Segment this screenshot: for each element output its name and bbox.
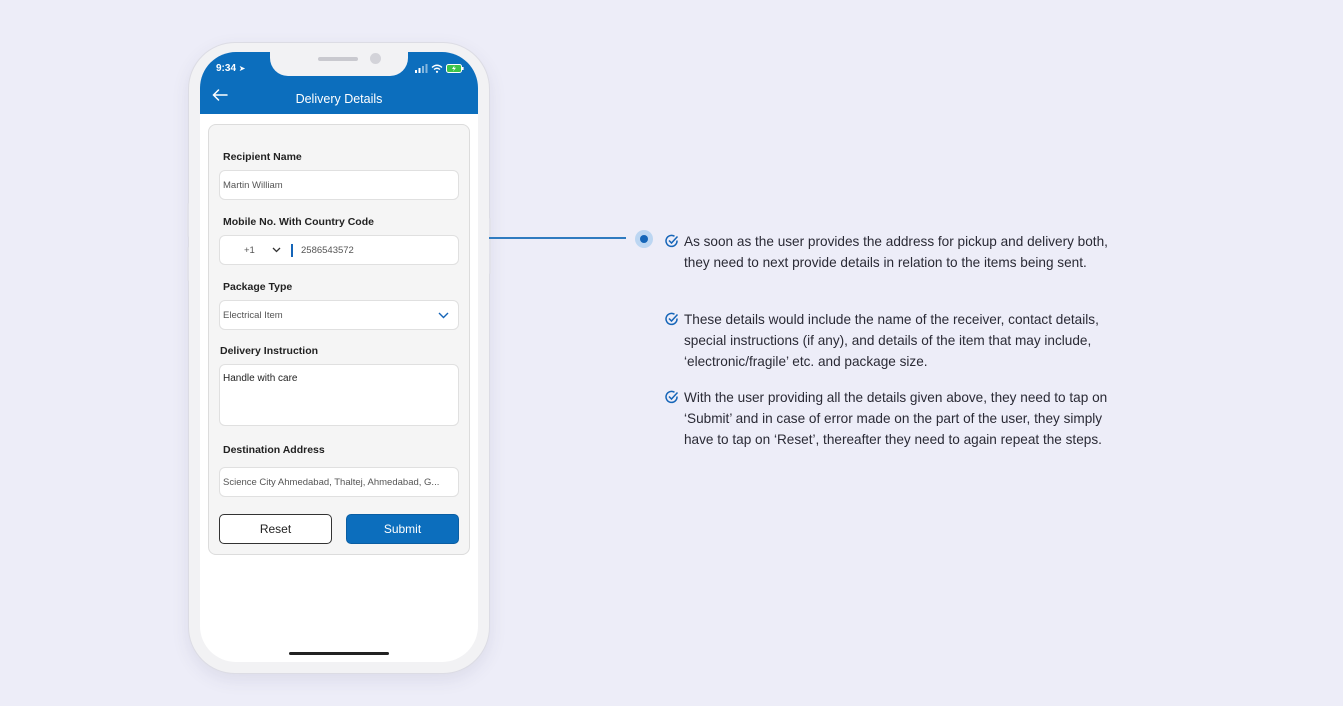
input-divider [291,244,293,257]
package-type-label: Package Type [223,281,293,293]
power-button [489,218,491,274]
recipient-name-value: Martin William [223,180,283,191]
signal-icon [415,64,428,73]
wifi-icon [431,64,443,73]
recipient-name-label: Recipient Name [223,151,302,163]
description-text: With the user providing all the details given above, they need to tap on ‘Submit’ and in case of error made on the part of the user, they simply have to tap on ‘Reset’, thereafter they need to again repeat the steps. [684,390,1108,447]
delivery-instruction-textarea[interactable] [219,364,459,426]
check-circle-icon [665,234,679,248]
status-icons [415,64,464,73]
destination-address-value: Science City Ahmedabad, Thaltej, Ahmedabad, G... [223,477,440,488]
description-text: These details would include the name of the receiver, contact details, special instructions (if any), and details of the item that may include, ‘electronic/fragile’ etc. and package size. [684,312,1099,369]
check-circle-icon [665,312,679,326]
status-time: 9:34 ➤ [216,63,246,74]
recipient-name-input[interactable] [219,170,459,200]
dropdown-chevron-icon [438,312,449,319]
volume-down-button [187,247,189,281]
submit-button[interactable]: Submit [346,514,459,544]
phone-camera [370,53,381,64]
volume-up-button [187,203,189,237]
home-indicator [289,652,389,655]
package-type-select[interactable] [219,300,459,330]
check-circle-icon [665,390,679,404]
phone-screen [200,52,478,662]
package-type-value: Electrical Item [223,310,283,321]
page-title: Delivery Details [295,92,383,106]
connector-line [489,237,626,239]
phone-notch [270,52,408,76]
chevron-down-icon[interactable] [272,247,281,253]
reset-button[interactable]: Reset [219,514,332,544]
mobile-label: Mobile No. With Country Code [223,216,374,228]
delivery-instruction-label: Delivery Instruction [220,345,319,357]
delivery-form-card [208,124,470,555]
location-arrow-icon: ➤ [238,64,246,73]
battery-icon [446,64,464,73]
phone-speaker [318,57,358,61]
destination-address-label: Destination Address [223,444,325,456]
phone-mockup [189,43,489,673]
mobile-number-input[interactable]: 2586543572 [301,245,354,256]
connector-dot [635,230,653,248]
description-text: As soon as the user provides the address for pickup and delivery both, they need to next provide details in relation to the items being sent. [684,234,1108,270]
mobile-input-group [219,235,459,265]
delivery-instruction-value: Handle with care [223,373,298,384]
description-point [665,387,1125,450]
description-point [665,309,1125,372]
country-code-select[interactable]: +1 [244,245,255,256]
description-point [665,231,1125,273]
destination-address-input[interactable] [219,467,459,497]
